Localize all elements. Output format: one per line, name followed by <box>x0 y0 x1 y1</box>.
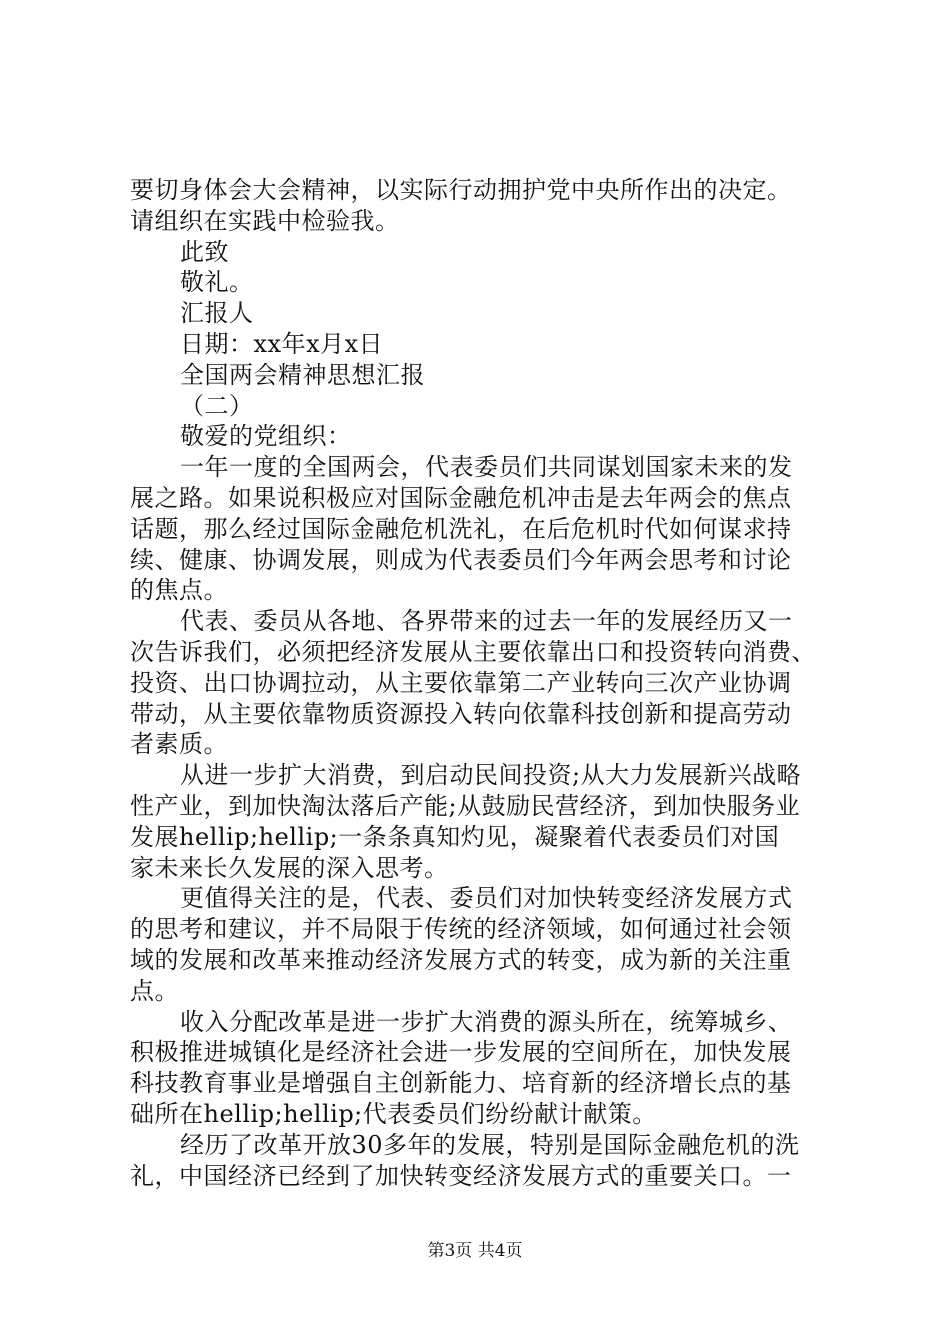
text-line: 点。 <box>130 976 179 1005</box>
text-line: 收入分配改革是进一步扩大消费的源头所在，统筹城乡、 <box>180 1007 793 1036</box>
text-line: 代表、委员从各地、各界带来的过去一年的发展经历又一 <box>180 607 793 636</box>
text-line: 续、健康、协调发展，则成为代表委员们今年两会思考和讨论 <box>130 545 792 574</box>
document-body <box>130 175 830 1191</box>
text-line: （二） <box>180 391 254 420</box>
text-line: 经历了改革开放30多年的发展，特别是国际金融危机的洗 <box>180 1130 800 1159</box>
text-line: 础所在hellip;hellip;代表委员们纷纷献计献策。 <box>130 1099 657 1128</box>
text-line: 投资、出口协调拉动，从主要依靠第二产业转向三次产业协调 <box>130 668 792 697</box>
text-line: 次告诉我们，必须把经济发展从主要依靠出口和投资转向消费、 <box>130 637 816 666</box>
text-line: 全国两会精神思想汇报 <box>180 360 425 389</box>
text-line: 从进一步扩大消费，到启动民间投资;从大力发展新兴战略 <box>180 761 802 790</box>
text-line: 请组织在实践中检验我。 <box>130 206 400 235</box>
text-line: 者素质。 <box>130 730 228 759</box>
text-line: 域的发展和改革来推动经济发展方式的转变，成为新的关注重 <box>130 945 792 974</box>
text-line: 一年一度的全国两会，代表委员们共同谋划国家未来的发 <box>180 453 793 482</box>
text-line: 更值得关注的是，代表、委员们对加快转变经济发展方式 <box>180 884 793 913</box>
text-line: 此致 <box>180 237 229 266</box>
text-line: 的思考和建议，并不局限于传统的经济领域，如何通过社会领 <box>130 915 792 944</box>
text-line: 日期：xx年x月x日 <box>180 329 384 358</box>
text-line: 要切身体会大会精神，以实际行动拥护党中央所作出的决定。 <box>130 176 792 204</box>
text-line: 展之路。如果说积极应对国际金融危机冲击是去年两会的焦点 <box>130 483 792 512</box>
text-line: 汇报人 <box>180 299 254 328</box>
text-line: 性产业，到加快淘汰落后产能;从鼓励民营经济，到加快服务业 <box>130 791 801 820</box>
text-line: 的焦点。 <box>130 576 228 605</box>
text-line: 敬礼。 <box>180 268 254 297</box>
page-footer: 第3页 共4页 <box>427 1241 523 1261</box>
text-line: 带动，从主要依靠物质资源投入转向依靠科技创新和提高劳动 <box>130 699 792 728</box>
text-line: 积极推进城镇化是经济社会进一步发展的空间所在，加快发展 <box>130 1038 792 1067</box>
text-line: 礼，中国经济已经到了加快转变经济发展方式的重要关口。一 <box>130 1161 792 1190</box>
text-line: 话题，那么经过国际金融危机洗礼，在后危机时代如何谋求持 <box>130 514 792 543</box>
text-line: 发展hellip;hellip;一条条真知灼见，凝聚着代表委员们对国 <box>130 822 780 851</box>
text-line: 科技教育事业是增强自主创新能力、培育新的经济增长点的基 <box>130 1069 792 1098</box>
text-line: 敬爱的党组织： <box>180 422 352 451</box>
text-line: 家未来长久发展的深入思考。 <box>130 853 449 882</box>
